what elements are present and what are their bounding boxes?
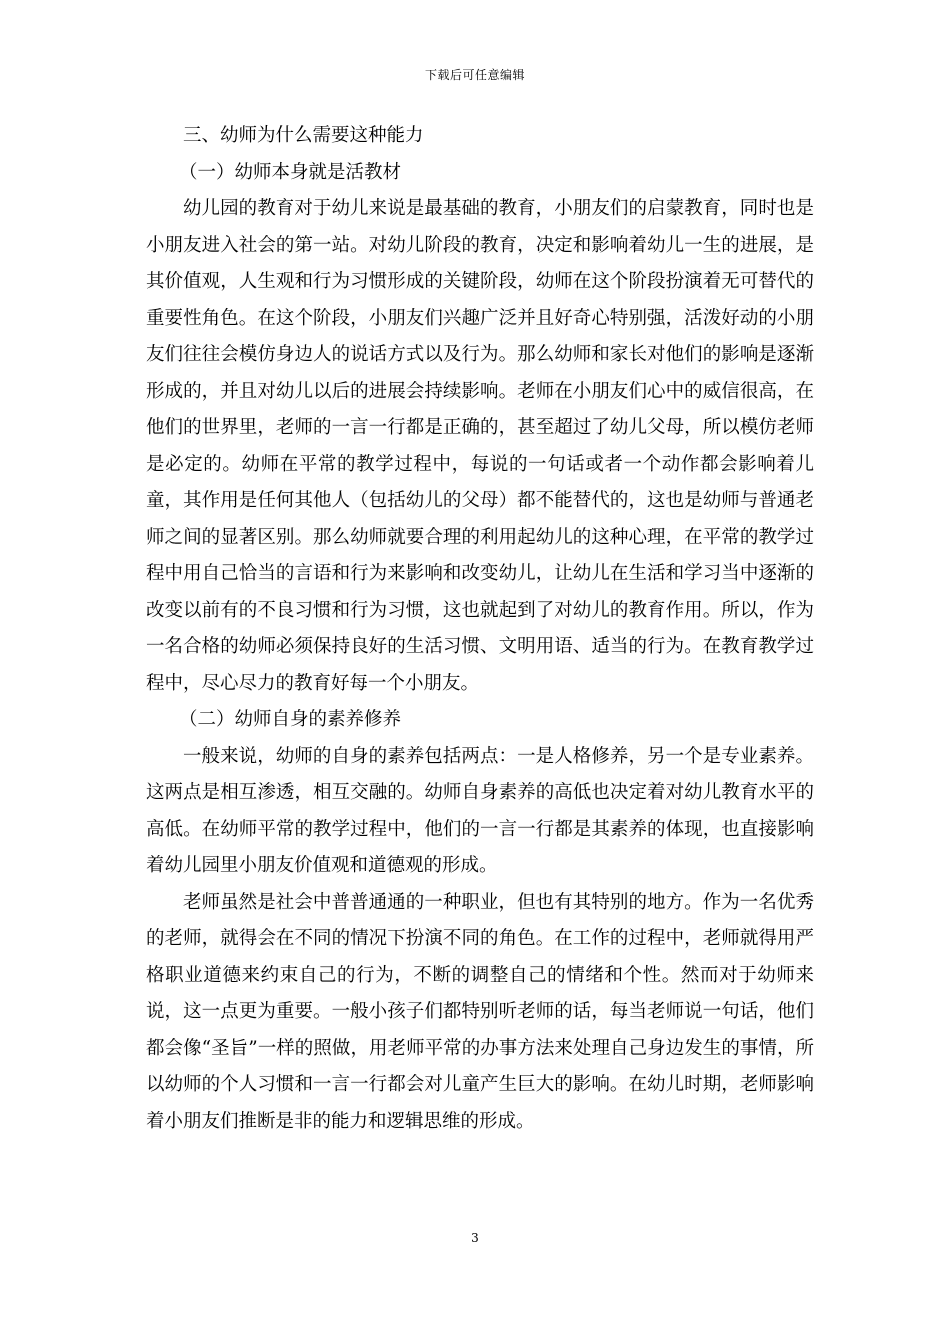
subsection-2-paragraph-1: 一般来说，幼师的自身的素养包括两点：一是人格修养，另一个是专业素养。这两点是相互渗透，相互交融的。幼师自身素养的高低也决定着对幼儿教育水平的高低。在幼师平常的教学过程中，他们的一言一行都是其素养的体现，也直接影响着幼儿园里小朋友价值观和道德观的形成。 [146,745,814,876]
subsection-title-2: （二）幼师自身的素养修养 [179,709,402,730]
page-number: 3 [471,1231,479,1245]
subsection-title-1: （一）幼师本身就是活教材 [179,161,402,183]
document-body [146,118,814,1140]
subsection-2-paragraph-2: 老师虽然是社会中普普通通的一种职业，但也有其特别的地方。作为一名优秀的老师，就得会在不同的情况下扮演不同的角色。在工作的过程中，老师就得用严格职业道德来约束自己的行为，不断的调整自己的情绪和个性。然而对于幼师来说，这一点更为重要。一般小孩子们都特别听老师的话，每当老师说一句话，他们都会像“圣旨”一样的照做，用老师平常的办事方法来处理自己身边发生的事情，所以幼师的个人习惯和一言一行都会对儿童产生巨大的影响。在幼儿时期，老师影响着小朋友们推断是非的能力和逻辑思维的形成。 [146,891,814,1132]
section-title: 三、幼师为什么需要这种能力 [183,125,424,146]
page-header-note: 下载后可任意编辑 [424,68,525,82]
subsection-1-paragraph: 幼儿园的教育对于幼儿来说是最基础的教育，小朋友们的启蒙教育，同时也是小朋友进入社会的第一站。对幼儿阶段的教育，决定和影响着幼儿一生的进展，是其价值观，人生观和行为习惯形成的关键阶段，幼师在这个阶段扮演着无可替代的重要性角色。在这个阶段，小朋友们兴趣广泛并且好奇心特别强，活泼好动的小朋友们往往会模仿身边人的说话方式以及行为。那么幼师和家长对他们的影响是逐渐形成的，并且对幼儿以后的进展会持续影响。老师在小朋友们心中的威信很高，在他们的世界里，老师的一言一行都是正确的，甚至超过了幼儿父母，所以模仿老师是必定的。幼师在平常的教学过程中，每说的一句话或者一个动作都会影响着儿童，其作用是任何其他人（包括幼儿的父母）都不能替代的，这也是幼师与普通老师之间的显著区别。那么幼师就要合理的利用起幼儿的这种心理，在平常的教学过程中用自己恰当的言语和行为来影响和改变幼儿，让幼儿在生活和学习当中逐渐的改变以前有的不良习惯和行为习惯，这也就起到了对幼儿的教育作用。所以，作为一名合格的幼师必须保持良好的生活习惯、文明用语、适当的行为。在教育教学过程中，尽心尽力的教育好每一个小朋友。 [146,198,814,694]
